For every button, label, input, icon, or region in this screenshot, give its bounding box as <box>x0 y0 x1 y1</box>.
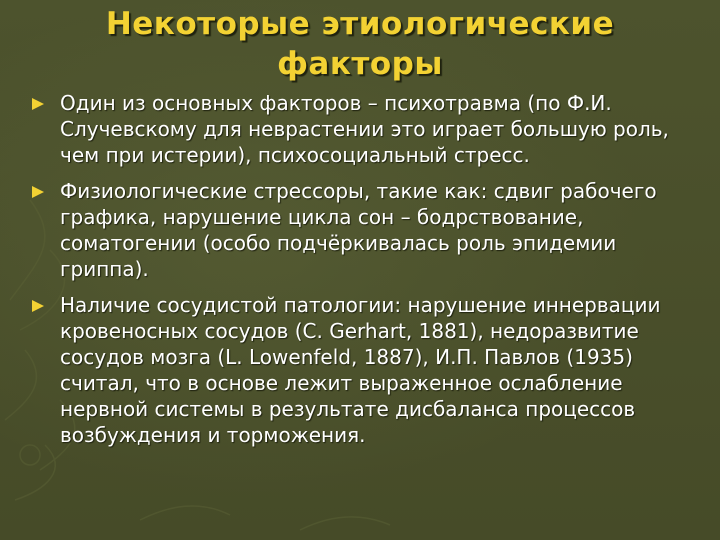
bullet-list <box>32 90 702 458</box>
bullet-text: Физиологические стрессоры, такие как: сдвиг рабочего графика, нарушение цикла сон – бодрствование, соматогении (особо подчёркивалась роль эпидемии гриппа). <box>60 179 657 281</box>
triangle-arrow-icon <box>32 98 44 110</box>
bullet-text: Наличие сосудистой патологии: нарушение иннервации кровеносных сосудов (С. Gerhart, 1881), недоразвитие сосудов мозга (L. Lowenfeld, 1887), И.П. Павлов (1935) считал, что в основе лежит выраженное ослабление нервной системы в результате дисбаланса процессов возбуждения и торможения. <box>60 293 661 447</box>
slide-title-line-1: Некоторые этиологические <box>105 6 615 42</box>
slide-title-line-2: факторы <box>277 46 443 82</box>
triangle-arrow-icon <box>32 300 44 312</box>
bullet-text: Один из основных факторов – психотравма (по Ф.И. Случевскому для неврастении это играет большую роль, чем при истерии), психосоциальный стресс. <box>60 91 669 167</box>
bullet-item <box>32 292 702 448</box>
slide-title <box>0 4 720 84</box>
triangle-arrow-icon <box>32 186 44 198</box>
bullet-item <box>32 90 702 168</box>
bullet-item <box>32 178 702 282</box>
